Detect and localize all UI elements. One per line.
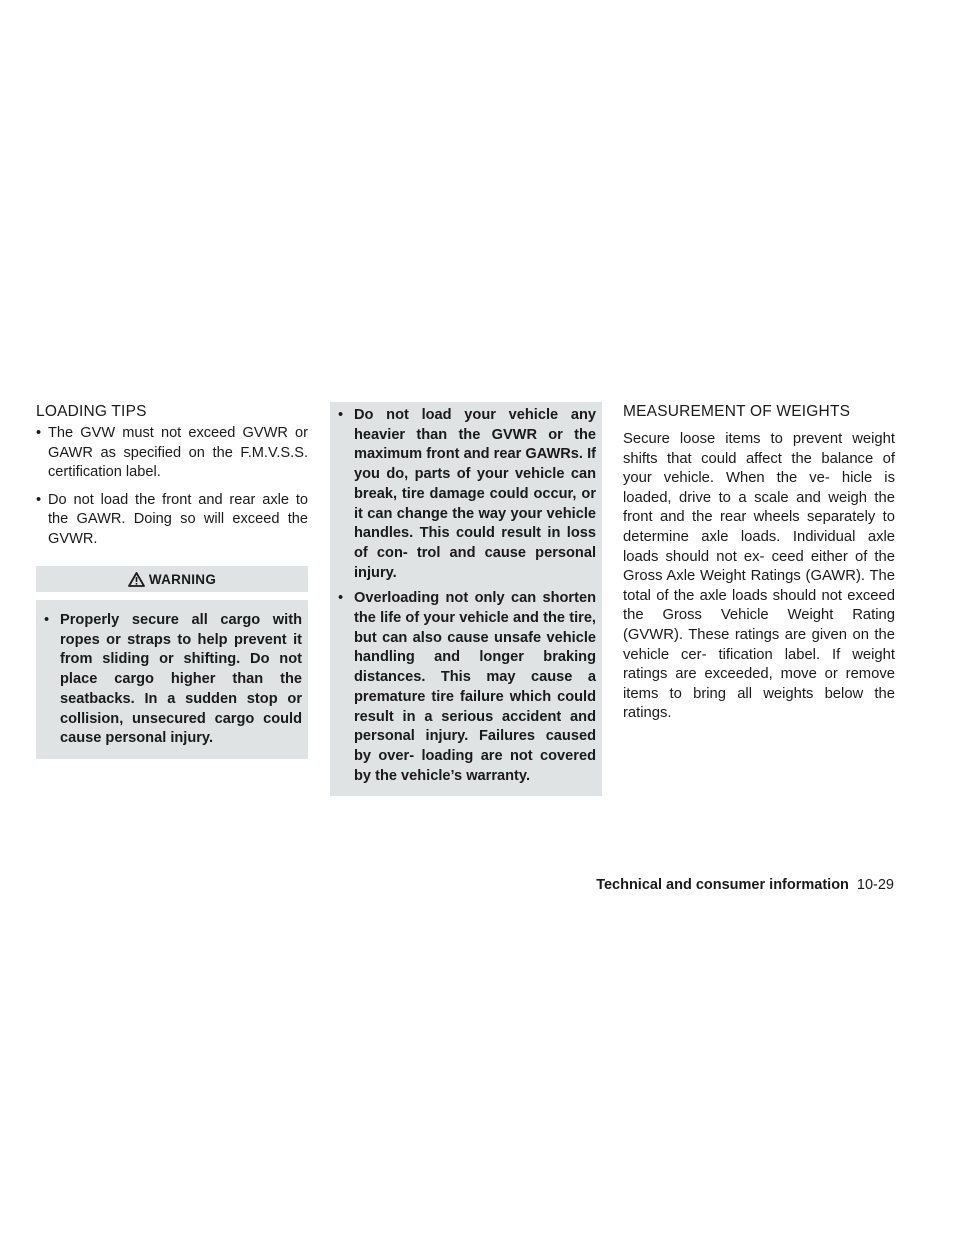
right-column bbox=[623, 402, 895, 724]
warning-header bbox=[36, 566, 308, 592]
warning-item: • Overloading not only can shorten the life of your vehicle and the tire, but can also cause unsafe vehicle handling and longer braking distances. This may cause a premature tire failure which could result in a serious accident and personal injury. Failures caused by over- loading are not covered by the vehicle’s warranty. bbox=[338, 589, 596, 786]
page-number: 10-29 bbox=[856, 877, 894, 893]
warning-triangle-icon bbox=[128, 572, 145, 587]
loading-tips-list bbox=[36, 424, 308, 549]
footer-section-title: Technical and consumer information bbox=[596, 877, 849, 893]
warning-item: • Properly secure all cargo with ropes or straps to help prevent it from sliding or shifting. Do not place cargo higher than the seatbacks. In a sudden stop or collision, unsecured cargo could cause personal injury. bbox=[44, 611, 302, 749]
warning-label: WARNING bbox=[148, 571, 217, 587]
list-item: • Do not load the front and rear axle to the GAWR. Doing so will exceed the GVWR. bbox=[36, 491, 308, 550]
list-item: • The GVW must not exceed GVWR or GAWR as specified on the F.M.V.S.S. certification label. bbox=[36, 424, 308, 483]
warning-box-continued bbox=[330, 402, 602, 796]
measurement-paragraph: Secure loose items to prevent weight shifts that could affect the balance of your vehicle. When the ve- hicle is loaded, drive to a scale and weigh the front and the rear wheels separately to determine axle loads. Individual axle loads should not ex- ceed either of the Gross Axle Weight Ratings (GAWR). The total of the axle loads should not exceed the Gross Vehicle Weight Rating (GVWR). These ratings are given on the vehicle cer- tification label. If weight ratings are exceeded, move or remove items to bring all weights below the ratings. bbox=[623, 431, 895, 722]
warning-list bbox=[338, 406, 596, 786]
left-column bbox=[36, 402, 308, 759]
warning-box bbox=[36, 600, 308, 759]
loading-tips-heading: LOADING TIPS bbox=[36, 403, 147, 420]
measurement-heading: MEASUREMENT OF WEIGHTS bbox=[623, 403, 851, 420]
middle-column bbox=[330, 402, 602, 796]
page-footer bbox=[596, 877, 894, 893]
warning-list bbox=[44, 611, 302, 749]
warning-item: • Do not load your vehicle any heavier than the GVWR or the maximum front and rear GAWRs. If you do, parts of your vehicle can break, tire damage could occur, or it can change the way your vehicle handles. This could result in loss of con- trol and cause personal injury. bbox=[338, 406, 596, 583]
